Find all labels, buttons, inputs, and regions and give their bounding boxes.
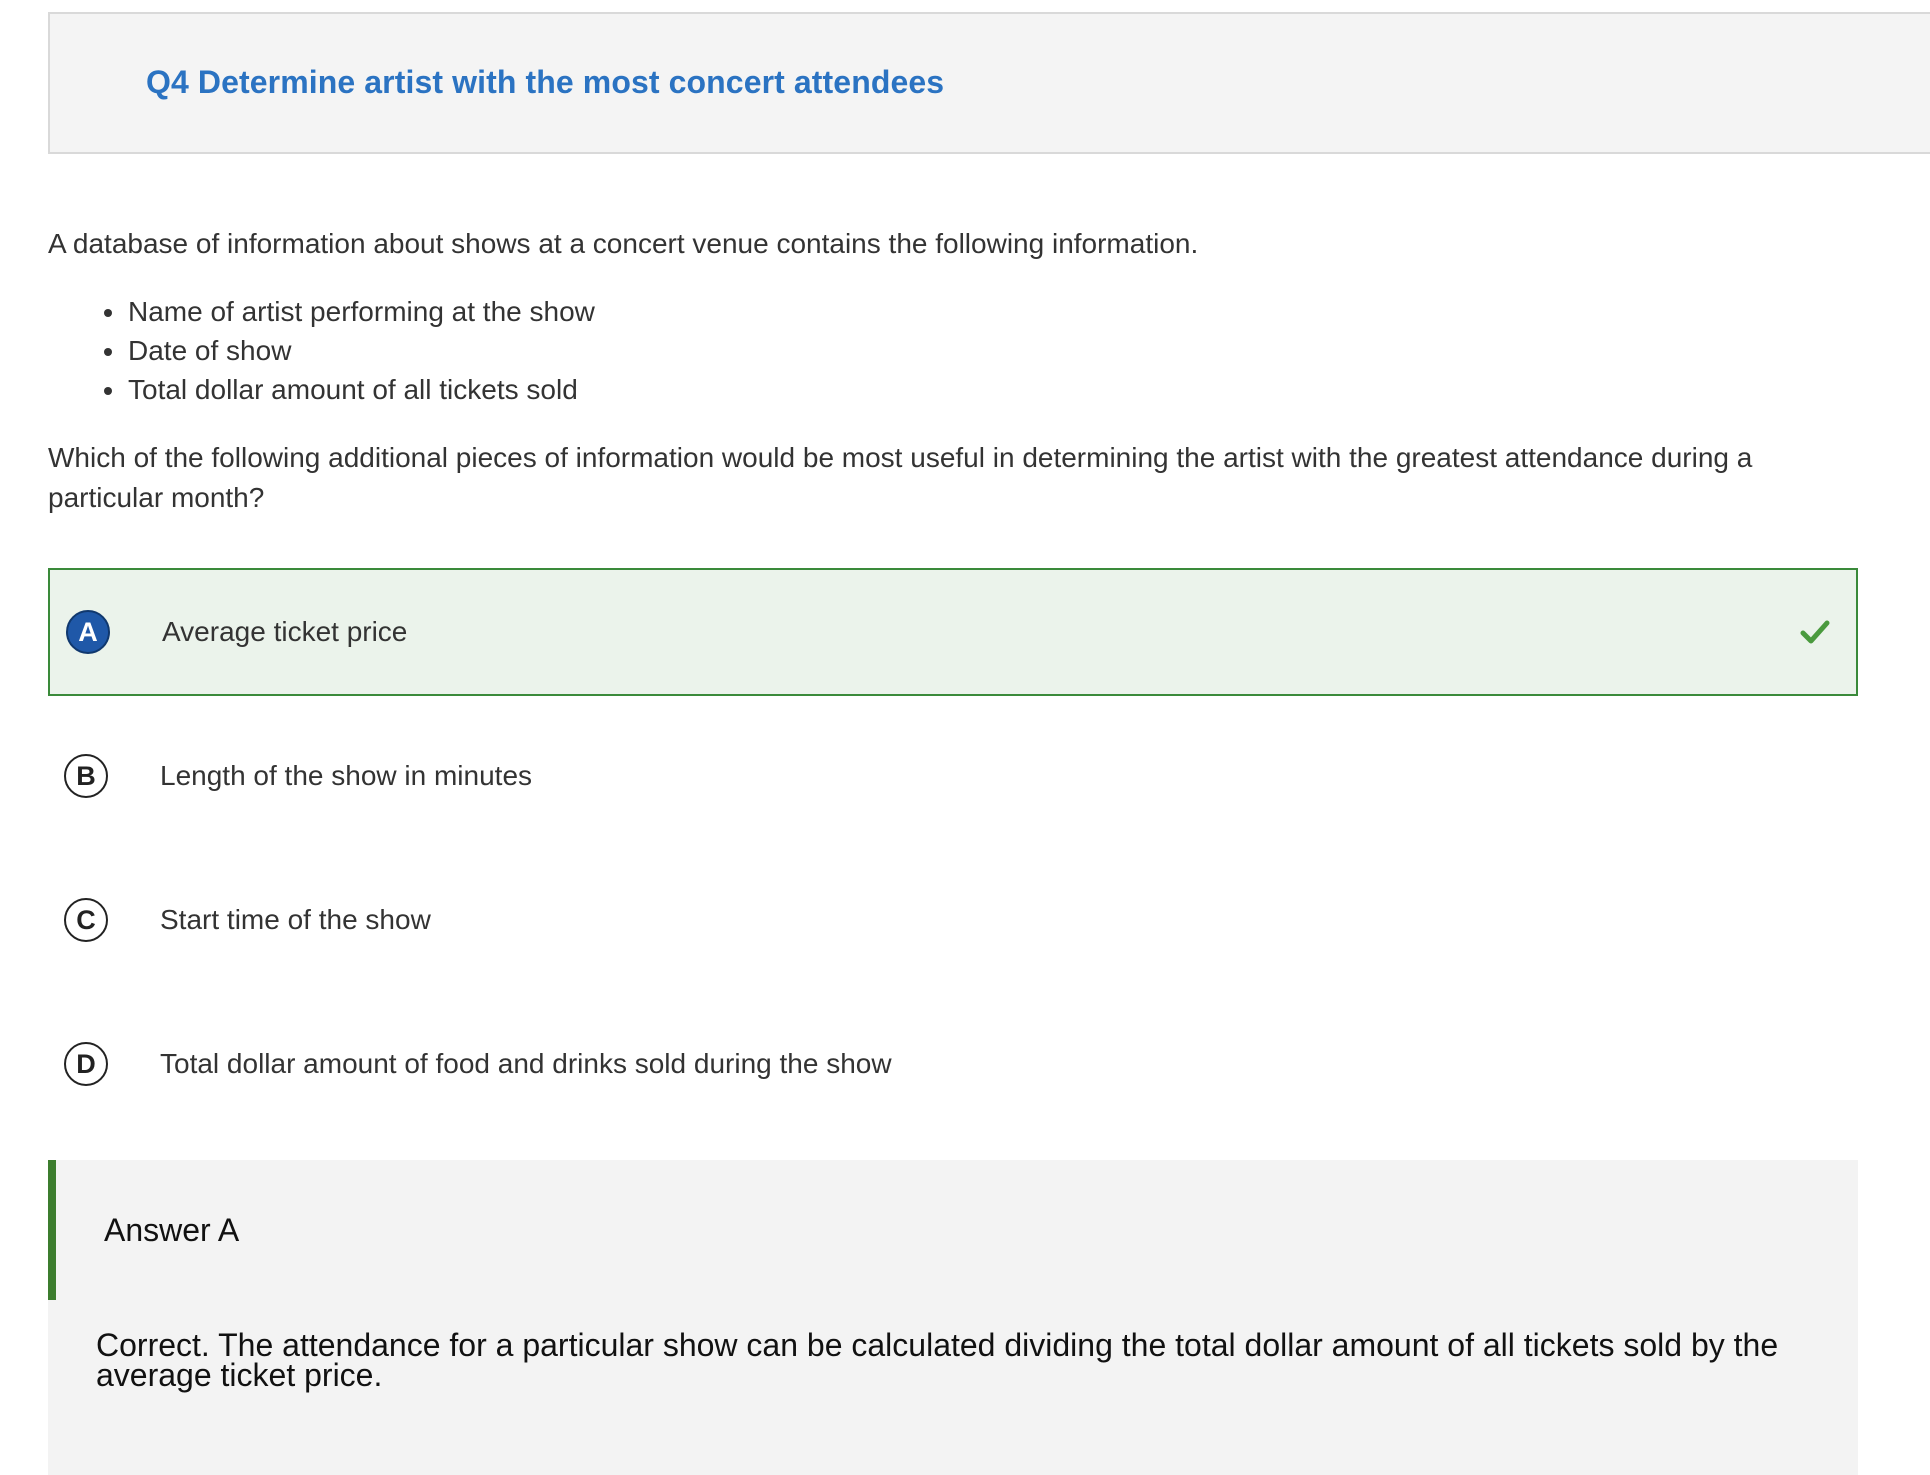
info-item: Name of artist performing at the show (104, 292, 595, 331)
option-a-letter-badge: A (66, 610, 110, 654)
info-item: Date of show (104, 331, 595, 370)
option-b-text: Length of the show in minutes (160, 760, 533, 791)
option-c-letter-badge: C (64, 898, 108, 942)
question-prompt: Which of the following additional pieces of information would be most useful in determining the artist with the greatest attendance during a particular month? (48, 442, 1753, 513)
info-item: Total dollar amount of all tickets sold (104, 370, 595, 409)
option-a-text: Average ticket price (162, 616, 408, 647)
checkmark-icon (1800, 619, 1830, 645)
answer-accent-bar (48, 1160, 56, 1300)
question-title: Q4 Determine artist with the most concert attendees (146, 64, 945, 100)
answer-label: Answer A (104, 1212, 240, 1248)
option-c[interactable] (48, 856, 1858, 984)
question-intro: A database of information about shows at a concert venue contains the following information. (48, 228, 1199, 259)
info-list (104, 292, 595, 409)
option-b[interactable] (48, 712, 1858, 840)
answer-explanation: Correct. The attendance for a particular show can be calculated dividing the total dollar amount of all tickets sold by the average ticket price. (96, 1327, 1779, 1393)
option-d[interactable] (48, 1000, 1858, 1128)
option-c-text: Start time of the show (160, 904, 431, 935)
option-d-letter-badge: D (64, 1042, 108, 1086)
question-header (48, 12, 1930, 154)
option-d-text: Total dollar amount of food and drinks sold during the show (160, 1048, 892, 1079)
option-a[interactable] (48, 568, 1858, 696)
option-b-letter-badge: B (64, 754, 108, 798)
answer-panel (48, 1160, 1858, 1475)
